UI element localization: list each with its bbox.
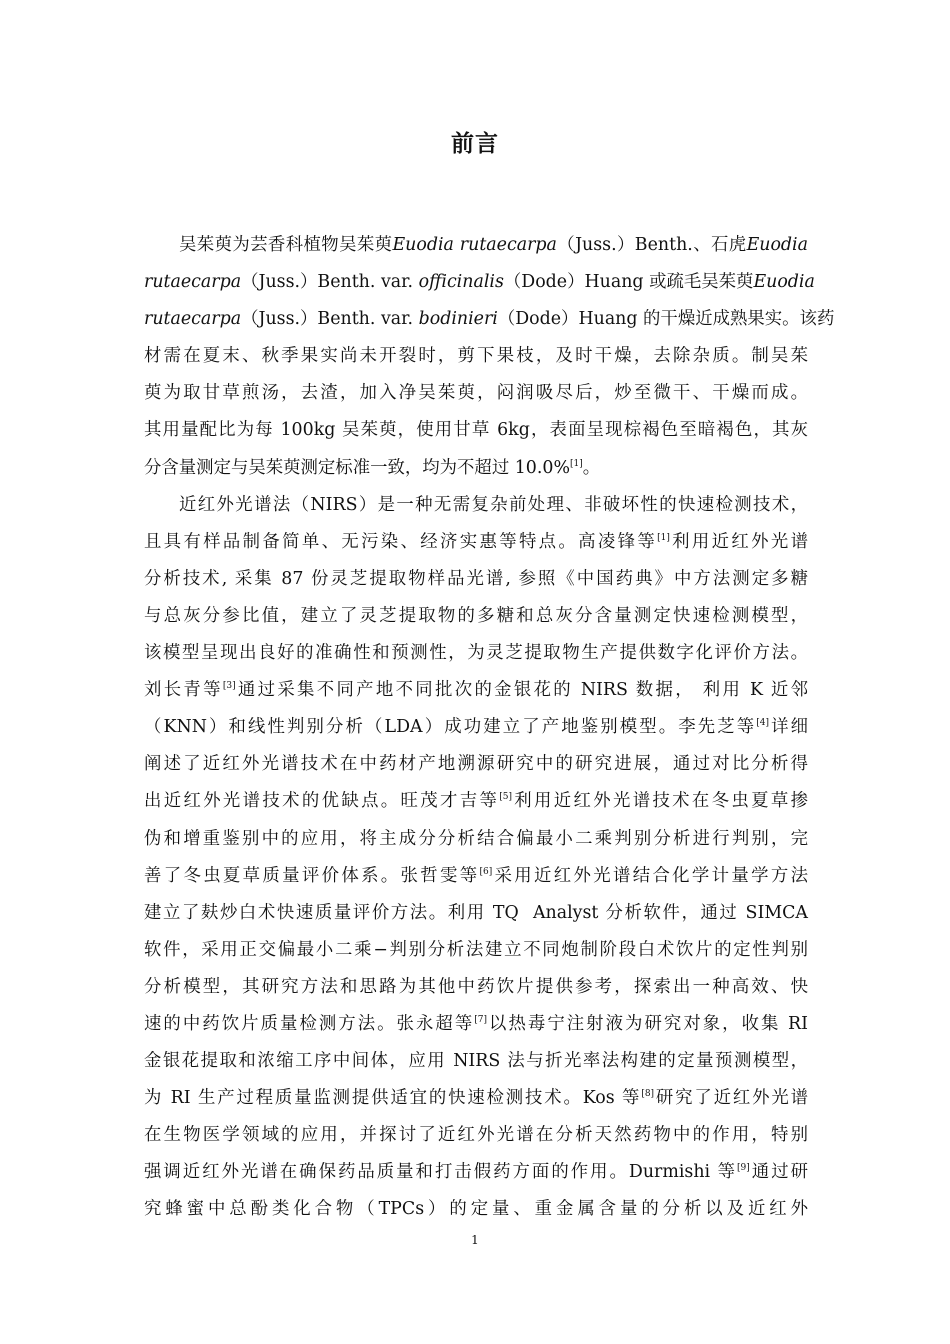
text-run: （Juss.）Benth.、石虎: [556, 235, 747, 255]
text-run: （Dode）Huang 的干燥近成熟果实。该药: [497, 309, 835, 330]
text-line: [144, 1006, 808, 1043]
citation-ref: [8]: [641, 1089, 655, 1100]
text-line: [144, 375, 808, 412]
text-line: [144, 598, 808, 635]
page-title: 前言: [451, 131, 499, 157]
text-line: [144, 264, 815, 301]
text-run: 强调近红外光谱在确保药品质量和打击假药方面的作用。Durmishi 等: [144, 1162, 738, 1183]
text-run: （Dode）Huang 或疏毛吴茱萸: [503, 272, 754, 293]
text-line: [144, 858, 808, 895]
text-run: 建立了麸炒白术快速质量评价方法。利用 TQ Analyst 分析软件，通过 SIMCA: [144, 902, 808, 923]
text-run: 分析技术, 采集 87 份灵芝提取物样品光谱, 参照《中国药典》中方法测定多糖: [144, 568, 808, 589]
text-run: 究蜂蜜中总酚类化合物（TPCs）的定量、重金属含量的分析以及近红外: [144, 1199, 808, 1220]
text-line: [144, 635, 808, 672]
text-line: [144, 709, 808, 746]
text-line: [144, 338, 808, 375]
text-line: [144, 561, 808, 598]
text-run: 萸为取甘草煎汤，去渣，加入净吴茱萸，闷润吸尽后，炒至微干、干燥而成。: [144, 383, 808, 404]
text-run: 且具有样品制备简单、无污染、经济实惠等特点。高凌锋等: [144, 531, 658, 552]
text-run: （KNN）和线性判别分析（LDA）成功建立了产地鉴别模型。李先芝等: [144, 717, 757, 738]
citation-ref: [7]: [474, 1014, 488, 1025]
paragraph: [144, 227, 835, 487]
text-line: [144, 227, 808, 264]
text-line: [144, 1080, 808, 1117]
text-run: 通过研: [749, 1162, 808, 1183]
text-line: [144, 487, 808, 524]
text-run: 利用近红外光谱技术在冬虫夏草掺: [511, 791, 808, 812]
citation-ref: [5]: [499, 792, 512, 803]
italic-latin-name: rutaecarpa: [144, 309, 242, 330]
text-line: [144, 672, 808, 709]
text-run: 软件，采用正交偏最小二乘−判别分析法建立不同炮制阶段白术饮片的定性判别: [144, 939, 808, 960]
text-line: [144, 932, 808, 969]
text-run: 材需在夏末、秋季果实尚未开裂时，剪下果枝，及时干燥，去除杂质。制吴茱: [144, 346, 808, 367]
text-run: 详细: [768, 717, 808, 738]
body-text: [144, 227, 835, 1229]
text-run: 其用量配比为每 100kg 吴茱萸，使用甘草 6kg，表面呈现棕褐色至暗褐色，其灰: [144, 420, 808, 441]
italic-latin-name: bodinieri: [418, 309, 498, 330]
text-line: [144, 1117, 808, 1154]
text-run: （Juss.）Benth. var.: [241, 309, 419, 330]
citation-ref: [3]: [222, 681, 236, 692]
italic-latin-name: Euodia rutaecarpa: [392, 235, 557, 255]
text-line: [144, 895, 808, 932]
text-run: 分含量测定与吴茱萸测定标准一致，均为不超过 10.0%: [144, 457, 570, 478]
text-run: 伪和增重鉴别中的应用，将主成分分析结合偏最小二乘判别分析进行判别，完: [144, 828, 808, 849]
text-run: 善了冬虫夏草质量评价体系。张哲雯等: [144, 865, 480, 886]
text-run: 近红外光谱法（NIRS）是一种无需复杂前处理、非破坏性的快速检测技术，: [179, 494, 808, 515]
citation-ref: [9]: [737, 1163, 750, 1174]
text-run: 以热毒宁注射液为研究对象，收集 RI: [487, 1013, 808, 1034]
text-line: [144, 969, 808, 1006]
text-line: [144, 412, 808, 449]
italic-latin-name: officinalis: [418, 272, 504, 293]
text-run: 吴茱萸为芸香科植物吴茱萸: [179, 235, 393, 255]
text-run: 速的中药饮片质量检测方法。张永超等: [144, 1013, 475, 1034]
paragraph: [144, 487, 808, 1229]
text-line: [144, 524, 808, 561]
text-run: 采用近红外光谱结合化学计量学方法: [492, 865, 808, 886]
text-line: [144, 821, 808, 858]
text-run: （Juss.）Benth. var.: [241, 272, 419, 293]
text-run: 分析模型，其研究方法和思路为其他中药饮片提供参考，探索出一种高效、快: [144, 976, 808, 997]
text-run: 在生物医学领域的应用，并探讨了近红外光谱在分析天然药物中的作用，特别: [144, 1125, 808, 1146]
italic-latin-name: rutaecarpa: [144, 272, 242, 293]
text-run: 研究了近红外光谱: [654, 1088, 808, 1109]
text-run: 与总灰分参比值，建立了灵芝提取物的多糖和总灰分含量测定快速检测模型，: [144, 605, 808, 626]
text-line: [144, 1191, 808, 1228]
text-run: 该模型呈现出良好的准确性和预测性，为灵芝提取物生产提供数字化评价方法。: [144, 643, 808, 664]
text-run: 为 RI 生产过程质量监测提供适宜的快速检测技术。Kos 等: [144, 1088, 642, 1109]
citation-ref: [1]: [657, 532, 670, 543]
text-line: [144, 1043, 808, 1080]
text-line: [144, 450, 808, 487]
text-run: 阐述了近红外光谱技术在中药材产地溯源研究中的研究进展，通过对比分析得: [144, 754, 808, 775]
text-run: 利用近红外光谱: [669, 531, 808, 552]
citation-ref: [1]: [569, 458, 583, 469]
text-run: 出近红外光谱技术的优缺点。旺茂才吉等: [144, 791, 500, 812]
text-run: 金银花提取和浓缩工序中间体，应用 NIRS 法与折光率法构建的定量预测模型，: [144, 1051, 808, 1072]
italic-latin-name: Euodia: [753, 272, 815, 293]
text-line: [144, 301, 835, 338]
text-line: [144, 746, 808, 783]
text-run: 通过采集不同产地不同批次的金银花的 NIRS 数据， 利用 K 近邻: [235, 680, 808, 701]
text-run: 刘长青等: [144, 680, 223, 701]
page-number: 1: [471, 1233, 479, 1247]
citation-ref: [4]: [756, 718, 769, 729]
text-line: [144, 1154, 808, 1191]
text-run: 。: [582, 457, 601, 478]
citation-ref: [6]: [479, 866, 493, 877]
text-line: [144, 783, 808, 820]
italic-latin-name: Euodia: [746, 235, 808, 255]
